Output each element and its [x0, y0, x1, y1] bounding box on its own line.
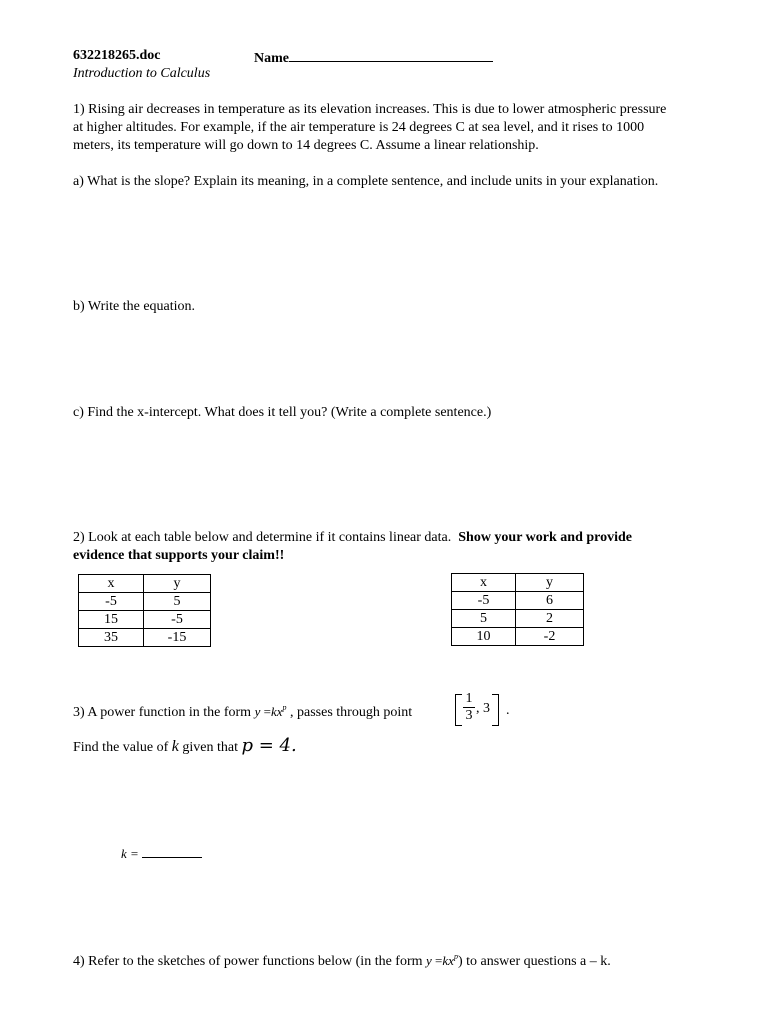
course-title: Introduction to Calculus: [73, 66, 211, 81]
table-row: [79, 629, 211, 647]
eq-kx: kx: [270, 704, 283, 719]
name-blank: [289, 48, 493, 62]
table-2: [451, 573, 584, 646]
eq-equals: =: [435, 953, 443, 968]
q3-end: .: [506, 703, 510, 718]
name-field: [254, 48, 493, 67]
k-answer-line: [121, 845, 202, 863]
table-cell: 5: [144, 593, 211, 611]
k-answer-blank[interactable]: [142, 845, 202, 858]
eq-equals: =: [263, 704, 271, 719]
table-cell: -5: [144, 611, 211, 629]
q3-middle: , passes through point: [290, 705, 413, 720]
k-answer-label: k =: [121, 846, 139, 861]
table-cell: 35: [79, 629, 144, 647]
table-cell: 6: [516, 592, 584, 610]
table-cell: -5: [452, 592, 516, 610]
q4-suffix: ) to answer questions a – k.: [457, 954, 611, 969]
table-cell: -15: [144, 629, 211, 647]
table-1: [78, 574, 211, 647]
power-equation: [255, 704, 287, 719]
table-cell: 5: [452, 610, 516, 628]
table-row: [452, 628, 584, 646]
table-row: [79, 575, 211, 593]
q3-find-line: [73, 735, 297, 756]
power-equation: [426, 953, 458, 968]
table-cell: -2: [516, 628, 584, 646]
eq-y: y: [426, 953, 432, 968]
q1-line-1: 1) Rising air decreases in temperature as its elevation increases. This is due to lower atmospheric pressure: [73, 102, 667, 117]
q1-line-3: meters, its temperature will go down to 14 degrees C. Assume a linear relationship.: [73, 138, 539, 153]
fraction: [463, 692, 475, 723]
table-header-cell: x: [452, 574, 516, 592]
table-header-cell: x: [79, 575, 144, 593]
table-row: [452, 610, 584, 628]
q4-prefix: 4) Refer to the sketches of power functions below (in the form: [73, 954, 423, 969]
q2-prompt: 2) Look at each table below and determine if it contains linear data.: [73, 530, 452, 545]
table-row: [79, 593, 211, 611]
doc-id: 632218265.doc: [73, 48, 161, 63]
eq-exponent: p: [282, 703, 287, 712]
p-given: p = 4.: [241, 735, 297, 756]
eq-kx: kx: [442, 953, 454, 968]
point-y: , 3: [476, 701, 490, 716]
table-cell: 15: [79, 611, 144, 629]
q2-bold-instruction-2: evidence that supports your claim!!: [73, 548, 285, 563]
q1-part-b: b) Write the equation.: [73, 299, 196, 314]
q1-part-a: a) What is the slope? Explain its meaning, in a complete sentence, and include units in your explanation.: [73, 174, 659, 189]
right-paren-icon: [492, 694, 499, 726]
q3-prefix: 3) A power function in the form: [73, 705, 252, 720]
fraction-numerator: 1: [465, 691, 473, 706]
table-cell: -5: [79, 593, 144, 611]
q3-prompt: [73, 703, 412, 721]
q2-bold-instruction: Show your work and provide: [458, 530, 632, 545]
q4-prompt: [73, 952, 611, 970]
table-cell: 2: [516, 610, 584, 628]
q3-find-prefix: Find the value of: [73, 740, 169, 755]
eq-y: y: [254, 704, 261, 719]
q1-line-2: at higher altitudes. For example, if the air temperature is 24 degrees C at sea level, and it rises to 1000: [73, 120, 645, 135]
q2-prompt-line-1: [73, 530, 632, 546]
name-label: Name: [254, 51, 289, 66]
table-header-cell: y: [516, 574, 584, 592]
eq-exponent: p: [453, 952, 458, 961]
q1-part-c: c) Find the x-intercept. What does it tell you? (Write a complete sentence.): [73, 405, 492, 420]
table-header-cell: y: [144, 575, 211, 593]
fraction-denominator: 3: [465, 708, 473, 723]
table-row: [79, 611, 211, 629]
left-paren-icon: [455, 694, 462, 726]
table-row: [452, 592, 584, 610]
table-row: [452, 574, 584, 592]
k-symbol: k: [171, 738, 179, 755]
table-cell: 10: [452, 628, 516, 646]
q3-find-middle: given that: [182, 740, 238, 755]
